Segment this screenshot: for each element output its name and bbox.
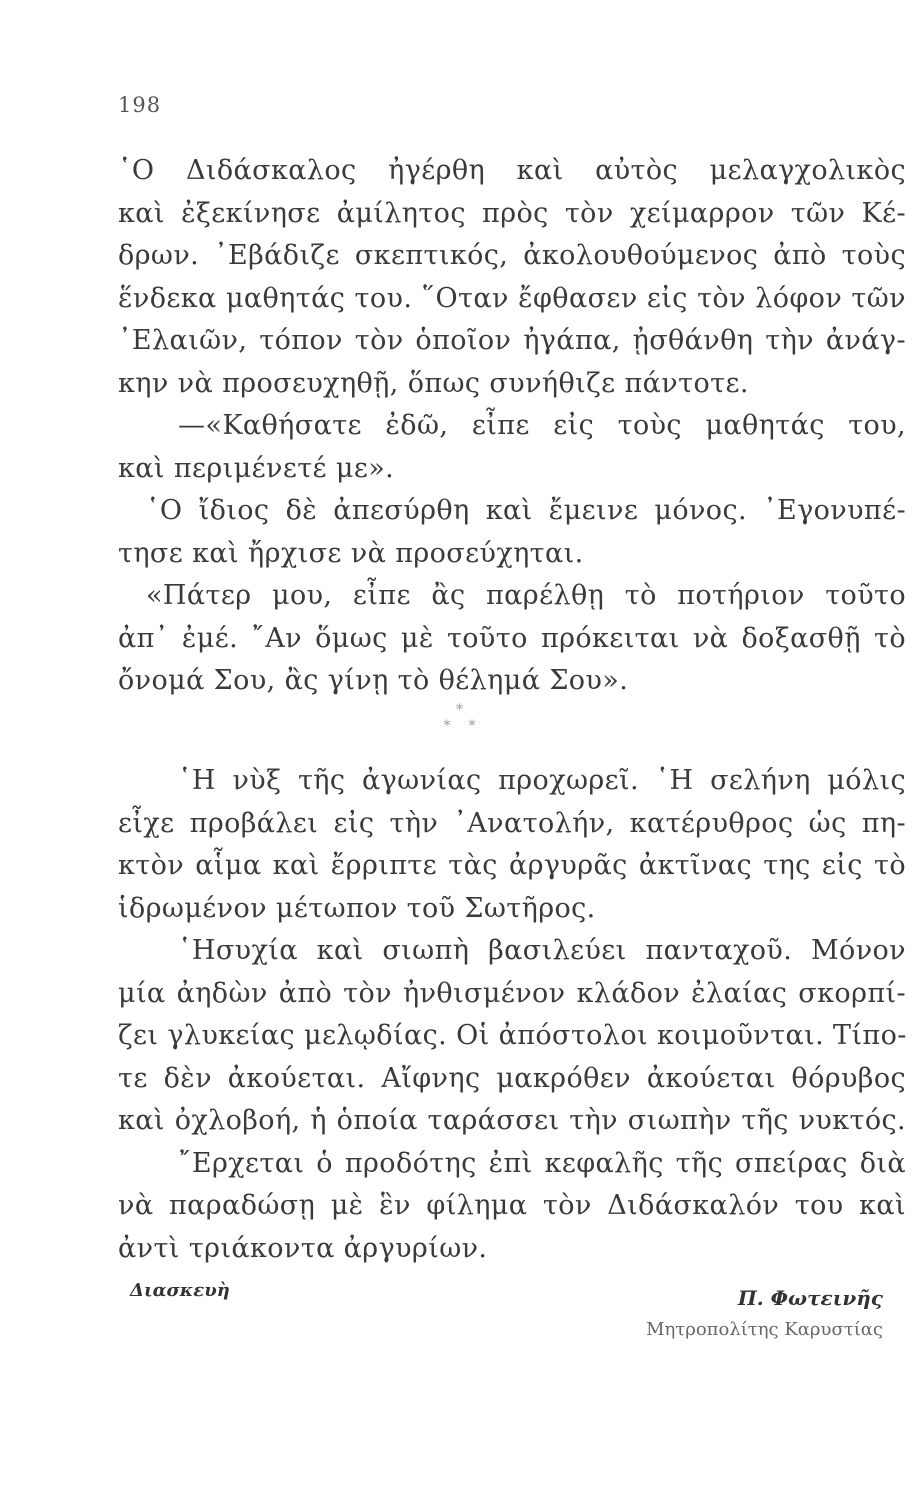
text-line: ὄνομά Σου, ἂς γίνῃ τὸ θέλημά Σου».: [118, 665, 629, 696]
text-line: καὶ περιμένετέ με».: [118, 452, 395, 484]
text-line: τησε καὶ ἤρχισε νὰ προσεύχηται.: [118, 537, 584, 569]
text-line: ῾Ο ἴδιος δὲ ἀπεσύρθη καὶ ἔμεινε μόνος. ᾿Εγονυπέ-: [146, 495, 906, 526]
text-line: κην νὰ προσευχηθῇ, ὅπως συνήθιζε πάντοτε.: [118, 367, 749, 399]
asterisk-row-top: *: [456, 702, 463, 718]
text-line: ᾿Ελαιῶν, τόπον τὸν ὁποῖον ἠγάπα, ᾐσθάνθη τὴν ἀνάγ-: [118, 325, 906, 356]
text-line: ἱδρωμένον μέτωπον τοῦ Σωτῆρος.: [118, 892, 596, 924]
text-line: ῾Ησυχία καὶ σιωπὴ βασιλεύει πανταχοῦ. Μόνον: [178, 935, 906, 966]
text-line: τε δὲν ἀκούεται. Αἴφνης μακρόθεν ἀκούεται θόρυβος: [118, 1062, 906, 1094]
text-line: κτὸν αἷμα καὶ ἔρριπτε τὰς ἀργυρᾶς ἀκτῖνας της εἰς τὸ: [118, 850, 906, 881]
text-line: ἕνδεκα μαθητάς του. ῞Οταν ἔφθασεν εἰς τὸν λόφον τῶν: [118, 282, 906, 314]
text-line: ἀπ᾿ ἐμέ. ῎Αν ὅμως μὲ τοῦτο πρόκειται νὰ δοξασθῇ τὸ: [118, 622, 906, 654]
text-line: —«Καθήσατε ἐδῶ, εἶπε εἰς τοὺς μαθητάς του,: [178, 410, 906, 441]
text-line: ἀντὶ τριάκοντα ἀργυρίων.: [118, 1232, 488, 1264]
text-line: καὶ ὀχλοβοή, ἡ ὁποία ταράσσει τὴν σιωπὴν τῆς νυκτός.: [118, 1105, 906, 1136]
text-line: ῎Ερχεται ὁ προδότης ἐπὶ κεφαλῆς τῆς σπείρας διὰ: [178, 1147, 906, 1179]
text-line: μία ἀηδὼν ἀπὸ τὸν ἠνθισμένον κλάδον ἐλαίας σκορπί-: [118, 977, 906, 1009]
text-line: εἶχε προβάλει εἰς τὴν ᾿Ανατολήν, κατέρυθρος ὡς πη-: [118, 807, 906, 839]
text-line: ζει γλυκείας μελῳδίας. Οἱ ἀπόστολοι κοιμοῦνται. Τίπο-: [118, 1020, 907, 1051]
text-line: ῾Η νὺξ τῆς ἀγωνίας προχωρεῖ. ῾Η σελήνη μόλις: [178, 765, 906, 796]
text-part-2: [118, 760, 906, 1270]
text-part-1: [118, 150, 906, 703]
text-line: «Πάτερ μου, εἶπε ἂς παρέλθῃ τὸ ποτήριον τοῦτο: [146, 580, 906, 611]
text-line: δρων. ᾿Εβάδιζε σκεπτικός, ἀκολουθούμενος ἀπὸ τοὺς: [118, 240, 906, 271]
text-line: ῾Ο Διδάσκαλος ἠγέρθη καὶ αὐτὸς μελαγχολικὸς: [118, 155, 906, 186]
adaptation-credit: Διασκευὴ: [130, 1280, 230, 1301]
section-break-asterisks: [0, 702, 919, 734]
author-name: Π. Φωτεινῆς: [737, 1286, 883, 1310]
text-line: νὰ παραδώσῃ μὲ ἓν φίλημα τὸν Διδάσκαλόν του καὶ: [118, 1190, 906, 1221]
text-line: καὶ ἐξεκίνησε ἀμίλητος πρὸς τὸν χείμαρρον τῶν Κέ-: [118, 197, 906, 229]
author-signature: [646, 1283, 883, 1347]
asterisk-row-bottom: **: [443, 718, 494, 734]
author-title: Μητροπολίτης Καρυστίας: [646, 1319, 883, 1340]
page-number: 198: [118, 93, 162, 117]
